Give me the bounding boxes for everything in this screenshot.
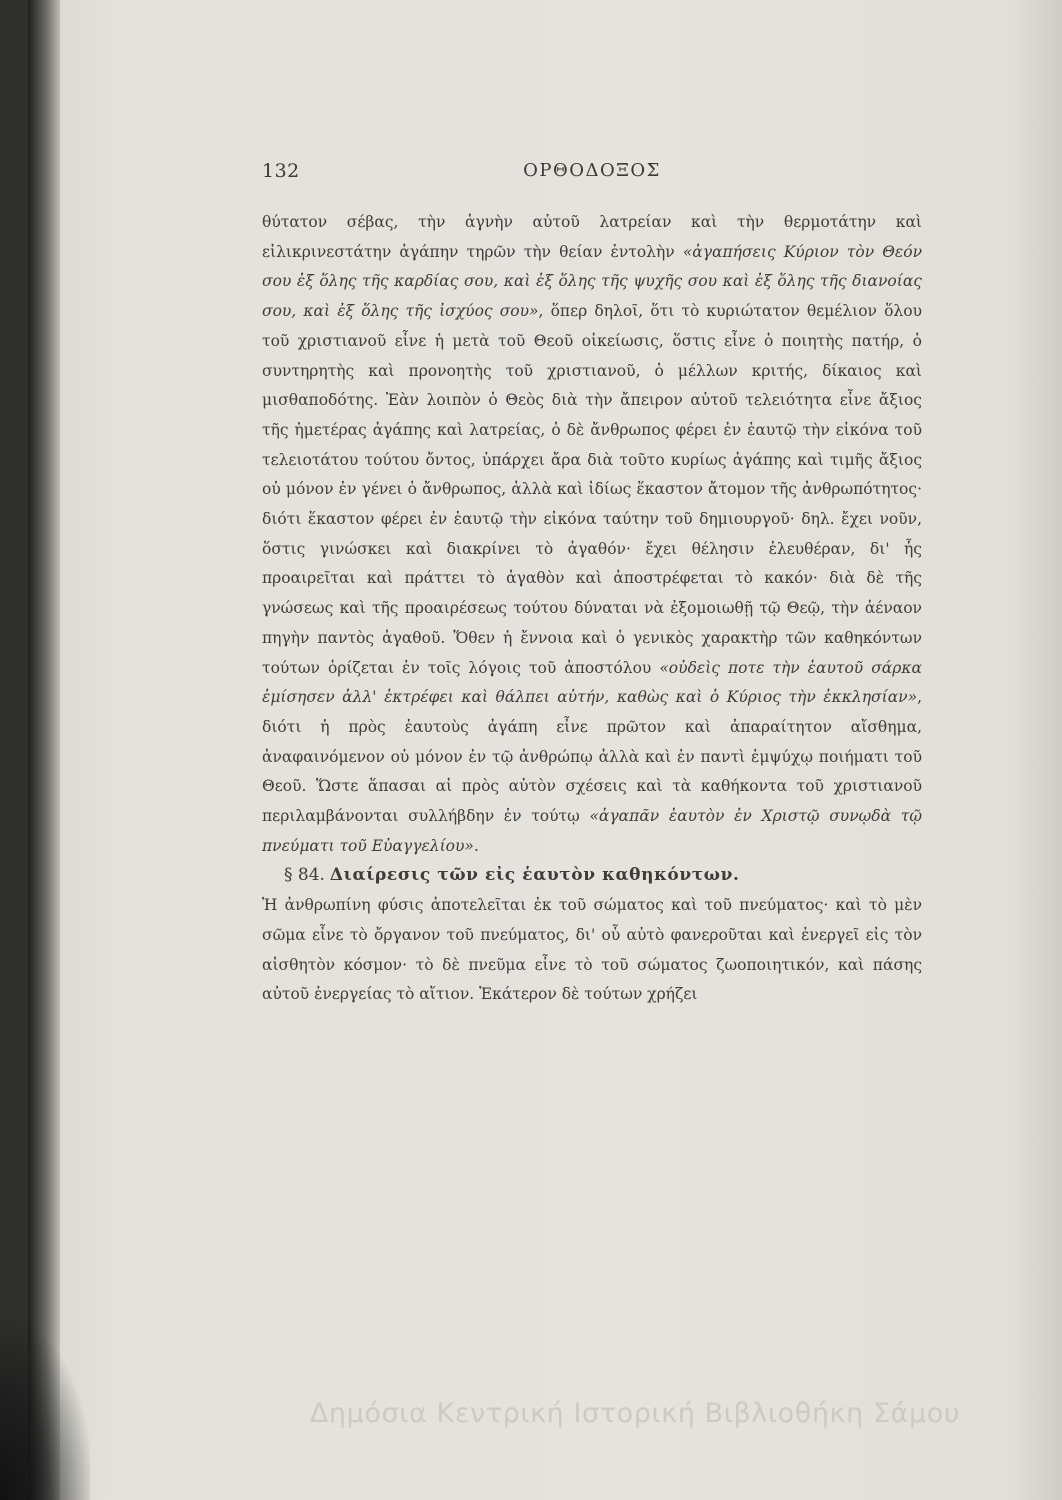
section-heading — [262, 861, 922, 891]
page-body — [262, 208, 922, 1010]
paragraph-text: Ἡ ἀνθρωπίνη φύσις ἀποτελεῖται ἐκ τοῦ σώματος καὶ τοῦ πνεύματος· καὶ τὸ μὲν σῶμα εἶνε τὸ ὄργανον τοῦ πνεύματος, δι' οὗ αὐτὸ φανεροῦται καὶ ἐνεργεῖ εἰς τὸν αἰσθητὸν κόσμον· τὸ δὲ πνεῦμα εἶνε τὸ τοῦ σώματος ζωοποιητικόν, καὶ πάσης αὐτοῦ ἐνεργείας τὸ αἴτιον. Ἑκάτερον δὲ τούτων χρήζει — [262, 896, 922, 1004]
page-header — [262, 160, 922, 190]
section-title: Διαίρεσις τῶν εἰς ἑαυτὸν καθηκόντων. — [329, 865, 740, 886]
scripture-quote: «ἀγαπᾶν ἑαυτὸν ἐν Χριστῷ συνῳδὰ τῷ πνεύματι τοῦ Εὐαγγελίου» — [262, 807, 922, 855]
running-title: ΟΡΘΟΔΟΞΟΣ — [523, 160, 661, 181]
scan-corner-shadow — [0, 1320, 90, 1500]
paragraph-text: , διότι ἡ πρὸς ἑαυτοὺς ἀγάπη εἶνε πρῶτον καὶ ἀπαραίτητον αἴσθημα, ἀναφαινόμενον οὐ μόνον ἐν τῷ ἀνθρώπῳ ἀλλὰ καὶ ἐν παντὶ ἐμψύχῳ ποιήματι τοῦ Θεοῦ. Ὥστε ἅπασαι αἱ πρὸς αὐτὸν σχέσεις καὶ τὰ καθήκοντα τοῦ χριστιανοῦ περιλαμβάνονται συλλήβδην ἐν τούτῳ — [262, 688, 922, 826]
library-watermark: Δημόσια Κεντρική Ιστορική Βιβλιοθήκη Σάμου — [309, 1398, 961, 1429]
paragraph-text: , ὅπερ δηλοῖ, ὅτι τὸ κυριώτατον θεμέλιον ὅλου τοῦ χριστιανοῦ εἶνε ἡ μετὰ τοῦ Θεοῦ οἰκείωσις, ὅστις εἶνε ὁ ποιητὴς πατήρ, ὁ συντηρητὴς καὶ προνοητὴς τοῦ χριστιανοῦ, ὁ μέλλων κριτής, δίκαιος καὶ μισθαποδότης. Ἐὰν λοιπὸν ὁ Θεὸς διὰ τὴν ἄπειρον αὐτοῦ τελειότητα εἶνε ἄξιος τῆς ἡμετέρας ἀγάπης καὶ λατρείας, ὁ δὲ ἄνθρωπος φέρει ἐν ἑαυτῷ τὴν εἰκόνα τοῦ τελειοτάτου τούτου ὄντος, ὑπάρχει ἄρα διὰ τοῦτο κυρίως ἀγάπης καὶ τιμῆς ἄξιος οὐ μόνον ἐν γένει ὁ ἄνθρωπος, ἀλλὰ καὶ ἰδίως ἕκαστον ἄτομον τῆς ἀνθρωπότητος· διότι ἕκαστον φέρει ἐν ἑαυτῷ τὴν εἰκόνα ταύτην τοῦ δημιουργοῦ· δηλ. ἔχει νοῦν, ὅστις γινώσκει καὶ διακρίνει τὸ ἀγαθόν· ἔχει θέλησιν ἐλευθέραν, δι' ἧς προαιρεῖται καὶ πράττει τὸ ἀγαθὸν καὶ ἀποστρέφεται τὸ κακόν· διὰ δὲ τῆς γνώσεως καὶ τῆς προαιρέσεως τούτου δύναται νὰ ἐξομοιωθῇ τῷ Θεῷ, τὴν ἀέναον πηγὴν παντὸς ἀγαθοῦ. Ὅθεν ἡ ἔννοια καὶ ὁ γενικὸς χαρακτὴρ τῶν καθηκόντων τούτων ὁρίζεται ἐν τοῖς λόγοις τοῦ ἀποστόλου — [262, 302, 923, 677]
section-paragraph — [262, 891, 922, 1010]
paragraph-continued — [262, 208, 922, 861]
paragraph-text: . — [473, 836, 479, 855]
paragraph-text: θύτατον σέβας, τὴν ἁγνὴν αὐτοῦ λατρείαν καὶ τὴν θερμοτάτην καὶ εἰλικρινεστάτην ἀγάπην τηρῶν τὴν θείαν ἐντολὴν — [262, 213, 922, 261]
scripture-quote: «ἀγαπήσεις Κύριον τὸν Θεόν σου ἐξ ὅλης τῆς καρδίας σου, καὶ ἐξ ὅλης τῆς ψυχῆς σου καὶ ἐξ ὅλης τῆς διανοίας σου, καὶ ἐξ ὅλης τῆς ἰσχύος σου» — [262, 242, 922, 321]
binding-shadow — [28, 0, 60, 1500]
page-number: 132 — [262, 160, 300, 182]
section-number: § 84. — [284, 865, 325, 886]
scripture-quote: «οὐδεὶς ποτε τὴν ἑαυτοῦ σάρκα ἐμίσησεν ἀλλ' ἐκτρέφει καὶ θάλπει αὐτήν, καθὼς καὶ ὁ Κύριος τὴν ἐκκλησίαν» — [262, 658, 922, 707]
